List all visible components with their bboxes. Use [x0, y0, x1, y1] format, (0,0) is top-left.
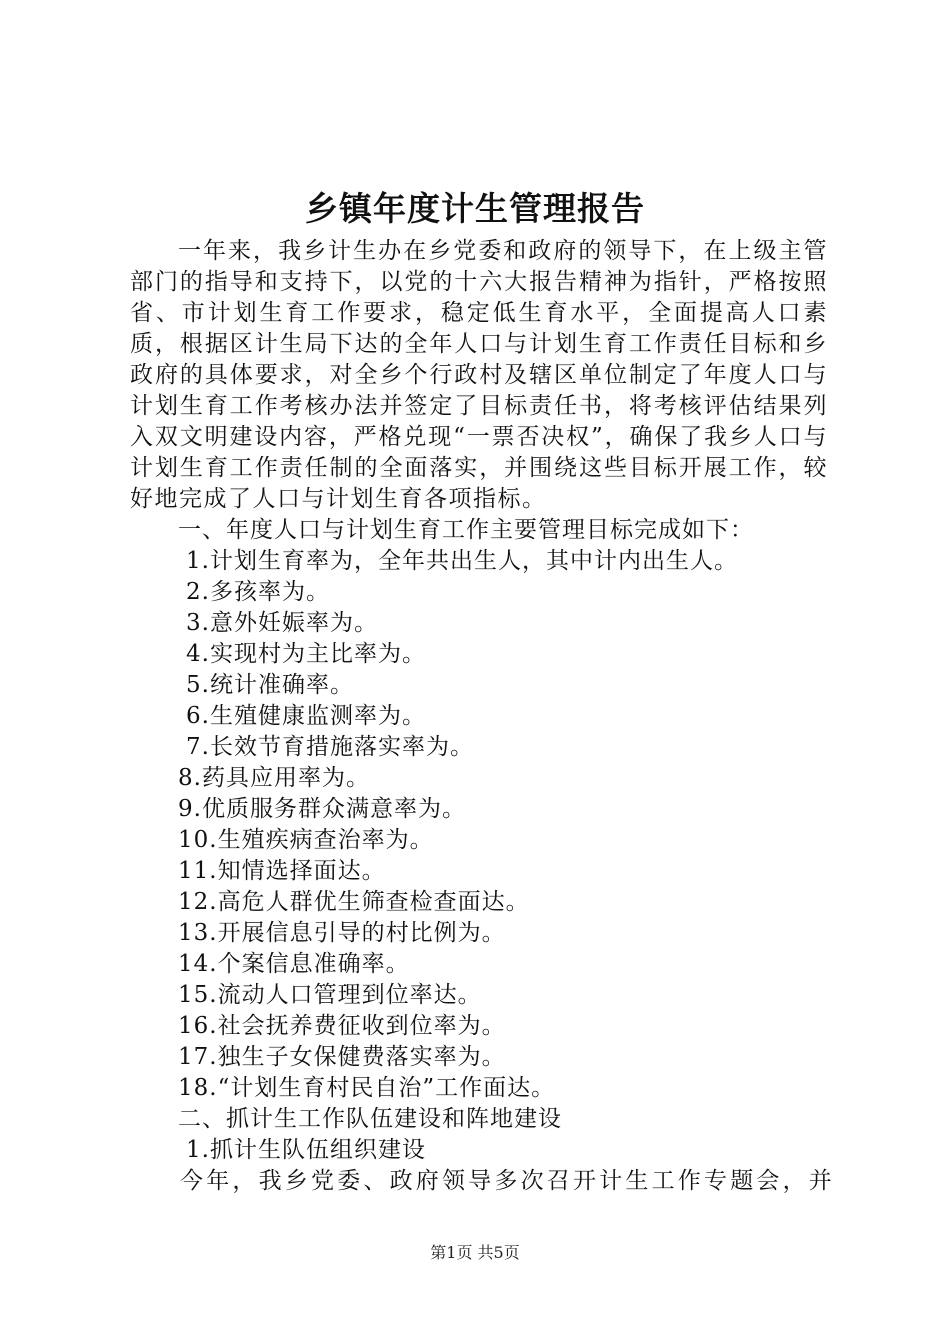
document-title: 乡镇年度计生管理报告: [305, 189, 645, 228]
list-item: 1.计划生育率为，全年共出生人，其中计内出生人。: [186, 548, 738, 574]
document-body: [130, 236, 835, 1197]
list-item: 13.开展信息引导的村比例为。: [178, 920, 506, 946]
list-item: 14.个案信息准确率。: [178, 951, 410, 977]
list-item: 16.社会抚养费征收到位率为。: [178, 1013, 506, 1039]
section-2-paragraph: 今年，我乡党委、政府领导多次召开计生工作专题会，并: [180, 1168, 835, 1194]
section-2-heading: 二、抓计生工作队伍建设和阵地建设: [178, 1106, 562, 1132]
list-item: 9.优质服务群众满意率为。: [178, 796, 466, 822]
list-item: 18.“计划生育村民自治”工作面达。: [178, 1075, 556, 1101]
list-item: 2.多孩率为。: [186, 579, 330, 605]
list-item: 4.实现村为主比率为。: [186, 641, 426, 667]
list-item: 6.生殖健康监测率为。: [186, 703, 426, 729]
list-item: 3.意外妊娠率为。: [186, 610, 378, 636]
intro-paragraph: 一年来，我乡计生办在乡党委和政府的领导下，在上级主管部门的指导和支持下，以党的十六大报告精神为指针，严格按照省、市计划生育工作要求，稳定低生育水平，全面提高人口素质，根据区计生局下达的全年人口与计划生育工作责任目标和乡政府的具体要求，对全乡个行政村及辖区单位制定了年度人口与计划生育工作考核办法并签定了目标责任书，将考核评估结果列入双文明建设内容，严格兑现“一票否决权”，确保了我乡人口与计划生育工作责任制的全面落实，并围绕这些目标开展工作，较好地完成了人口与计划生育各项指标。: [130, 238, 828, 512]
section-1-heading: 一、年度人口与计划生育工作主要管理目标完成如下：: [178, 517, 754, 543]
list-item: 5.统计准确率。: [186, 672, 354, 698]
list-item: 12.高危人群优生筛查检查面达。: [178, 889, 530, 915]
list-item: 17.独生子女保健费落实率为。: [178, 1044, 506, 1070]
list-item: 7.长效节育措施落实率为。: [186, 734, 474, 760]
list-item: 15.流动人口管理到位率达。: [178, 982, 482, 1008]
section-2-subheading: 1.抓计生队伍组织建设: [186, 1137, 426, 1163]
list-item: 11.知情选择面达。: [178, 858, 386, 884]
page-footer: 第1页 共5页: [430, 1243, 520, 1262]
list-item: 8.药具应用率为。: [178, 765, 370, 791]
list-item: 10.生殖疾病查治率为。: [178, 827, 434, 853]
